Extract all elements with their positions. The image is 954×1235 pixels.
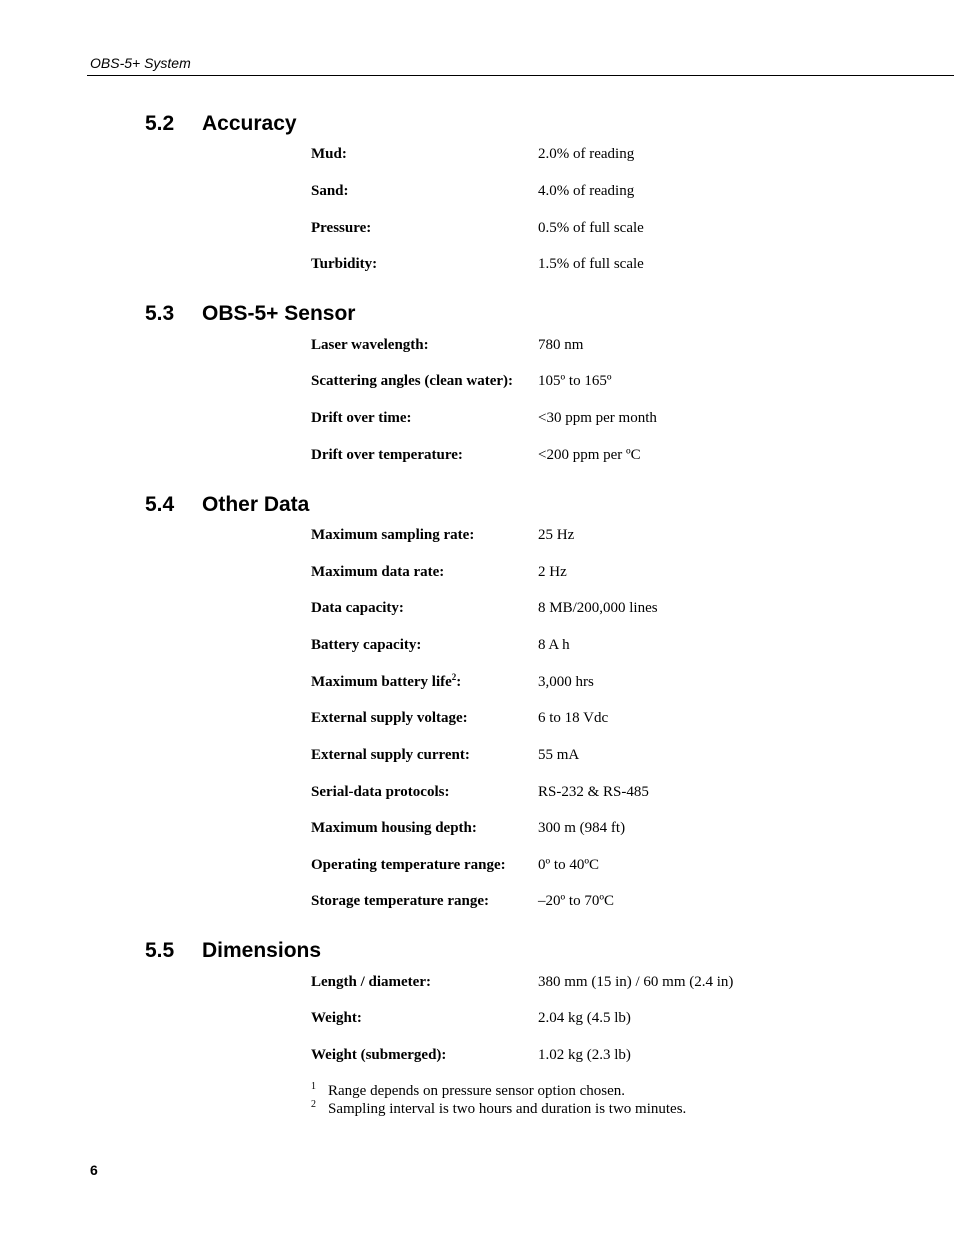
spec-label: Maximum sampling rate: xyxy=(311,527,475,543)
footnote-text: Range depends on pressure sensor option chosen. xyxy=(328,1083,626,1099)
spec-value: 25 Hz xyxy=(538,527,575,543)
spec-value: 8 A h xyxy=(538,637,570,653)
spec-value: 0.5% of full scale xyxy=(538,220,644,236)
section-title: OBS-5+ Sensor xyxy=(202,302,356,325)
spec-value: 380 mm (15 in) / 60 mm (2.4 in) xyxy=(538,974,734,990)
footnote-ref: 2 xyxy=(451,672,457,682)
spec-label: Storage temperature range: xyxy=(311,893,489,909)
spec-label: External supply current: xyxy=(311,747,470,763)
spec-label: Scattering angles (clean water): xyxy=(311,373,514,389)
spec-label: Weight (submerged): xyxy=(311,1047,447,1063)
spec-label: Maximum housing depth: xyxy=(311,820,477,836)
spec-value: <200 ppm per ºC xyxy=(538,447,641,463)
section-heading-other-data xyxy=(145,493,309,517)
header-rule xyxy=(87,75,954,76)
spec-value: 55 mA xyxy=(538,747,580,763)
running-header: OBS-5+ System xyxy=(90,55,191,71)
spec-value: 300 m (984 ft) xyxy=(538,820,626,836)
spec-label: Serial-data protocols: xyxy=(311,784,450,800)
spec-value: 1.02 kg (2.3 lb) xyxy=(538,1047,631,1063)
spec-value: 2.04 kg (4.5 lb) xyxy=(538,1010,631,1026)
section-number: 5.2 xyxy=(145,112,175,135)
spec-value: RS-232 & RS-485 xyxy=(538,784,649,800)
spec-value: 780 nm xyxy=(538,337,584,353)
spec-value: <30 ppm per month xyxy=(538,410,657,426)
spec-label-colon: : xyxy=(456,674,462,690)
spec-value: 3,000 hrs xyxy=(538,674,594,690)
spec-label: Laser wavelength: xyxy=(311,337,429,353)
section-heading-sensor xyxy=(145,302,355,326)
section-number: 5.5 xyxy=(145,939,175,962)
spec-value: 4.0% of reading xyxy=(538,183,635,199)
section-heading-accuracy xyxy=(145,112,297,136)
spec-label xyxy=(311,674,461,691)
spec-value: 8 MB/200,000 lines xyxy=(538,600,658,616)
section-number: 5.3 xyxy=(145,302,175,325)
footnote-mark: 1 xyxy=(311,1081,316,1092)
spec-label: Mud: xyxy=(311,146,347,162)
spec-value: 6 to 18 Vdc xyxy=(538,710,609,726)
spec-label: Drift over temperature: xyxy=(311,447,463,463)
spec-value: –20º to 70ºC xyxy=(538,893,614,909)
section-title: Accuracy xyxy=(202,112,297,135)
section-heading-dimensions xyxy=(145,939,321,963)
footnote-mark: 2 xyxy=(311,1099,316,1110)
spec-value: 1.5% of full scale xyxy=(538,256,644,272)
section-number: 5.4 xyxy=(145,493,175,516)
spec-label: Weight: xyxy=(311,1010,362,1026)
spec-label: External supply voltage: xyxy=(311,710,468,726)
footnote-text: Sampling interval is two hours and duration is two minutes. xyxy=(328,1101,687,1117)
spec-label: Data capacity: xyxy=(311,600,404,616)
spec-label: Operating temperature range: xyxy=(311,857,506,873)
spec-value: 105º to 165º xyxy=(538,373,612,389)
spec-label: Length / diameter: xyxy=(311,974,431,990)
spec-label-text: Maximum battery life xyxy=(311,674,452,690)
spec-label: Maximum data rate: xyxy=(311,564,445,580)
spec-label: Turbidity: xyxy=(311,256,378,272)
page-number: 6 xyxy=(90,1162,98,1178)
spec-value: 2 Hz xyxy=(538,564,567,580)
spec-label: Sand: xyxy=(311,183,349,199)
spec-label: Pressure: xyxy=(311,220,372,236)
spec-label: Drift over time: xyxy=(311,410,412,426)
section-title: Dimensions xyxy=(202,939,322,962)
section-title: Other Data xyxy=(202,493,310,516)
spec-value: 0º to 40ºC xyxy=(538,857,599,873)
spec-value: 2.0% of reading xyxy=(538,146,635,162)
spec-label: Battery capacity: xyxy=(311,637,422,653)
